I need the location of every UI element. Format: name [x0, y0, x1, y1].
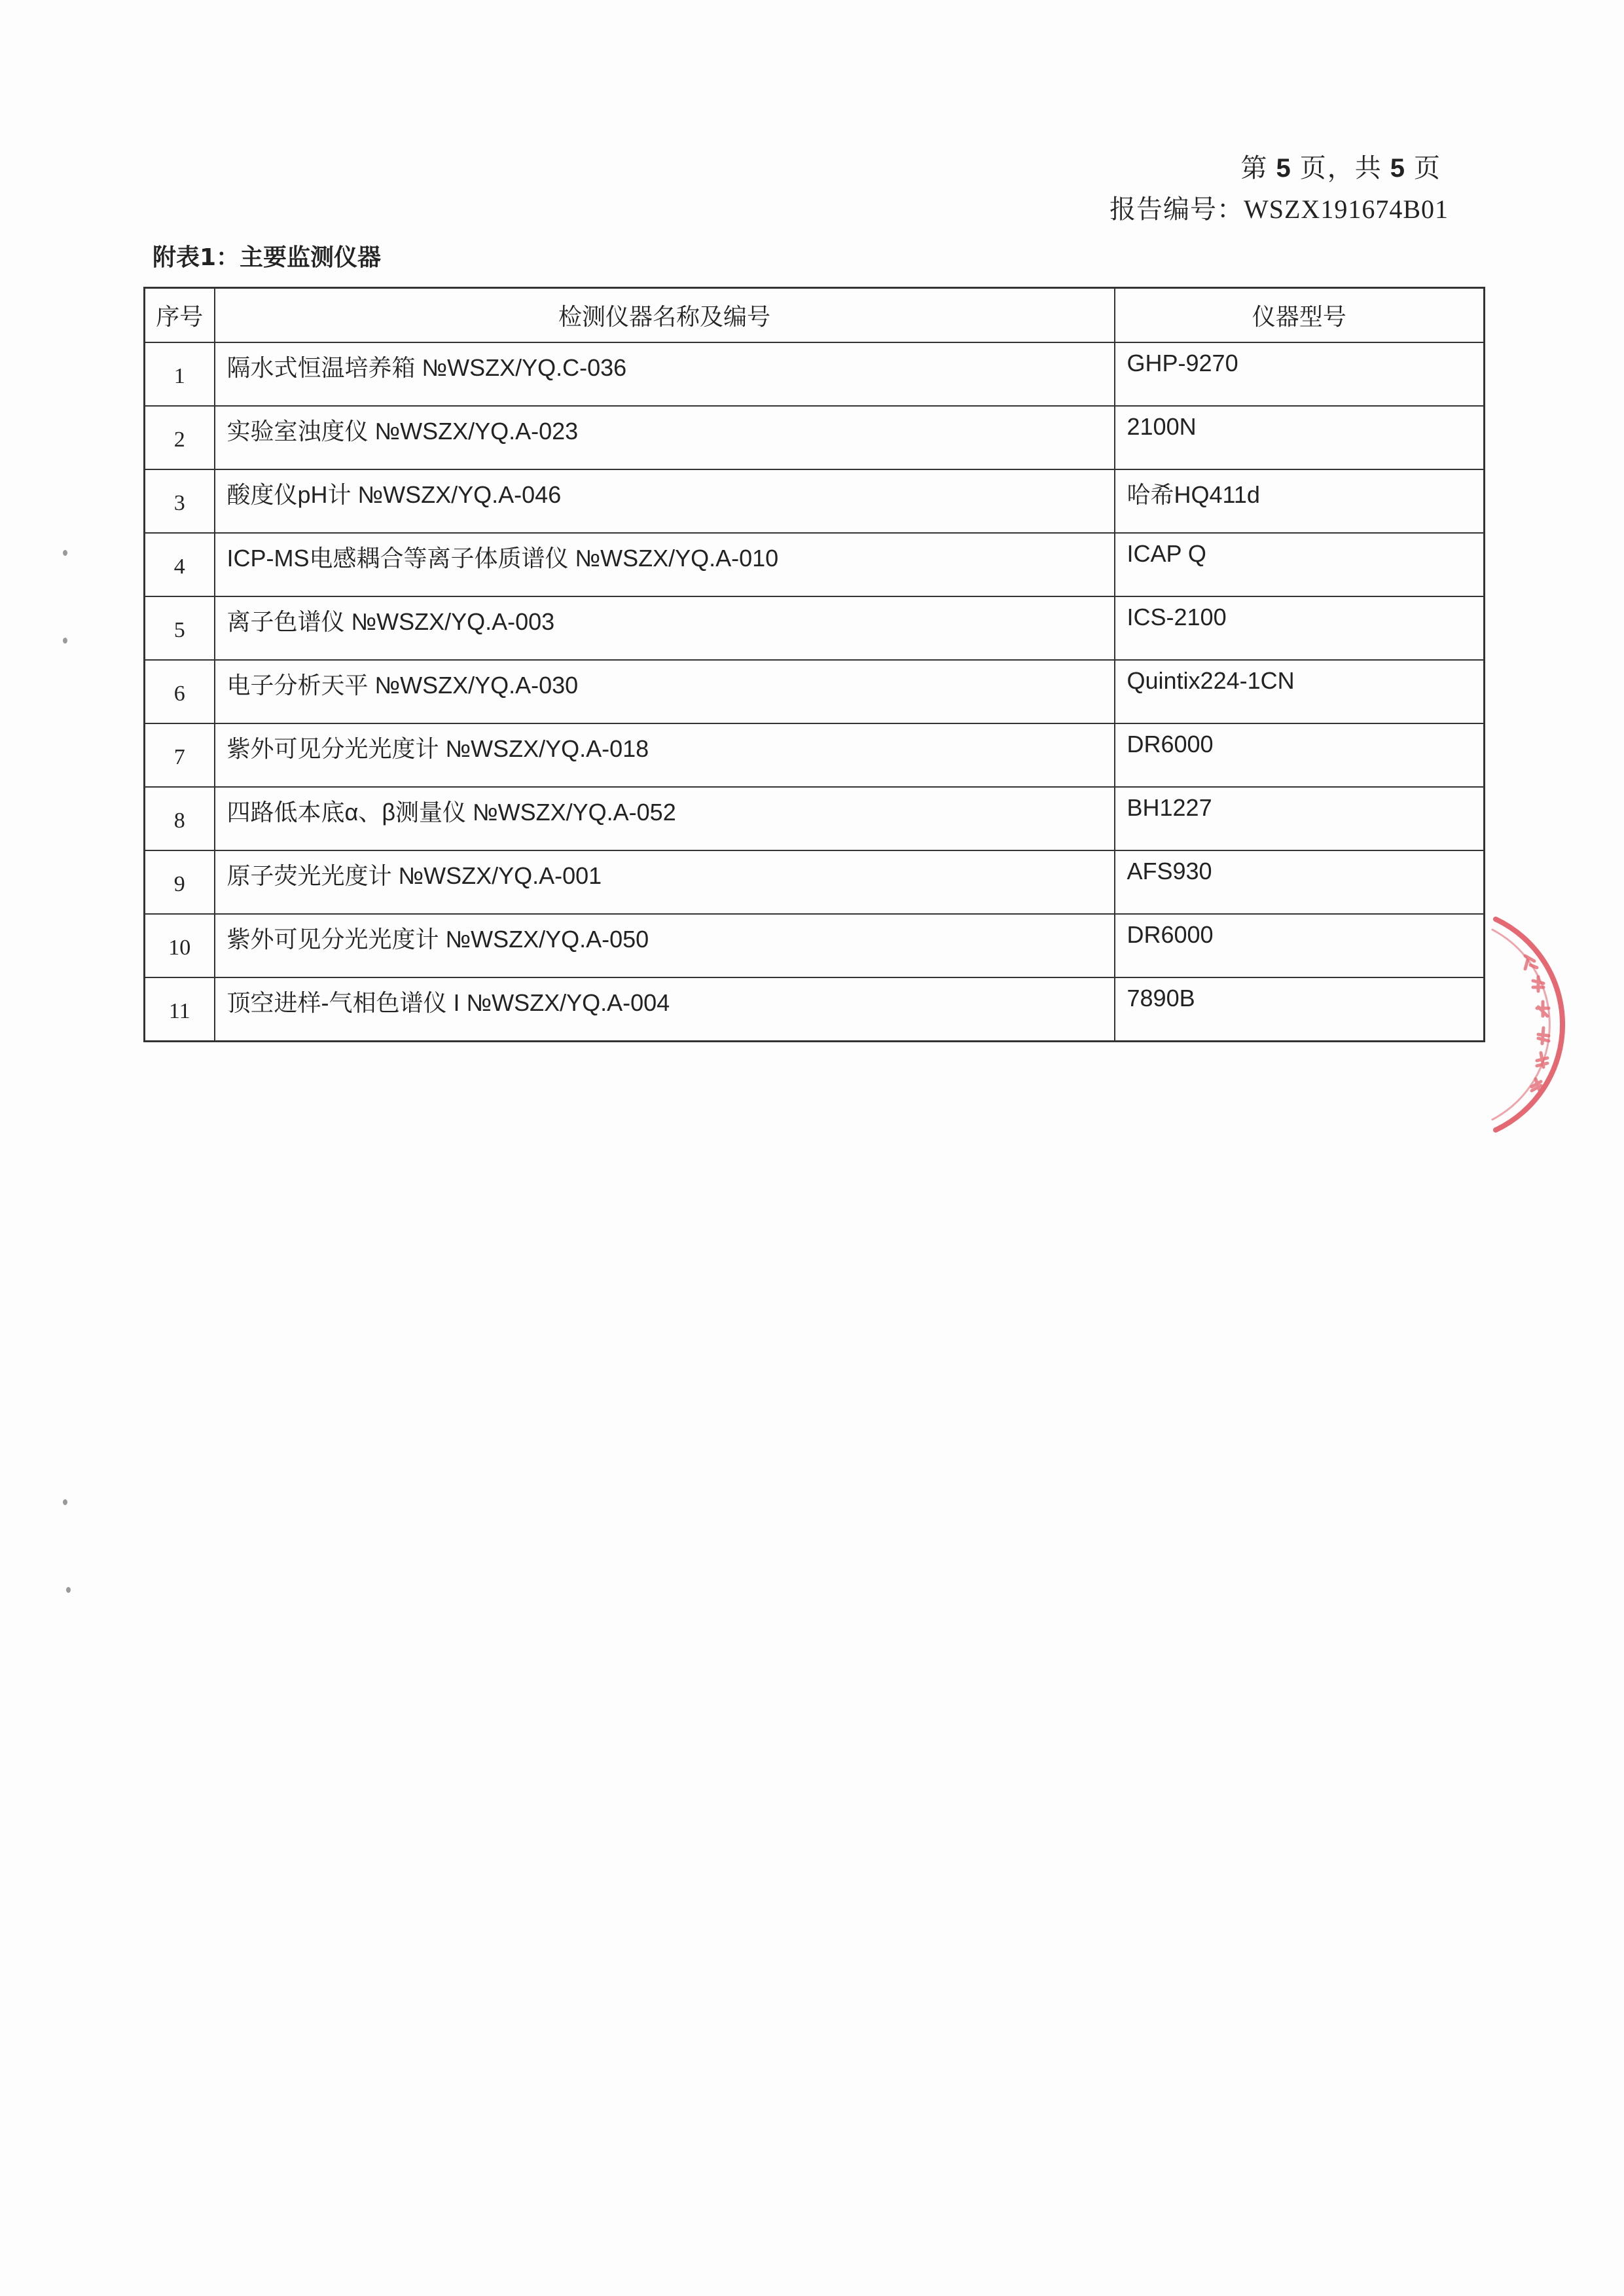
table-row [145, 406, 1485, 469]
instrument-name: 电子分析天平 №WSZX/YQ.A-030 [215, 660, 1115, 723]
row-number: 9 [145, 850, 215, 914]
instrument-model: 7890B [1115, 977, 1485, 1042]
scan-speck [66, 1587, 71, 1593]
table-row [145, 787, 1485, 850]
table-caption: 附表1：主要监测仪器 [153, 244, 382, 271]
instrument-name: 紫外可见分光光度计 №WSZX/YQ.A-018 [215, 723, 1115, 787]
instrument-name: 离子色谱仪 №WSZX/YQ.A-003 [215, 596, 1115, 660]
instrument-name: 实验室浊度仪 №WSZX/YQ.A-023 [215, 406, 1115, 469]
instrument-name: 酸度仪pH计 №WSZX/YQ.A-046 [215, 469, 1115, 533]
instrument-model: BH1227 [1115, 787, 1485, 850]
page-number [1241, 147, 1442, 185]
row-number: 10 [145, 914, 215, 977]
table-row [145, 723, 1485, 787]
row-number: 5 [145, 596, 215, 660]
instrument-model: 哈希HQ411d [1115, 469, 1485, 533]
instrument-name: 四路低本底α、β测量仪 №WSZX/YQ.A-052 [215, 787, 1115, 850]
table-body [145, 342, 1485, 1042]
instrument-model: ICAP Q [1115, 533, 1485, 596]
report-number: 报告编号：WSZX191674B01 [1110, 194, 1449, 224]
table-row [145, 977, 1485, 1042]
row-number: 4 [145, 533, 215, 596]
row-number: 7 [145, 723, 215, 787]
table-row [145, 660, 1485, 723]
row-number: 6 [145, 660, 215, 723]
row-number: 1 [145, 342, 215, 406]
instrument-table [143, 287, 1485, 1042]
table-row [145, 469, 1485, 533]
official-seal [1427, 903, 1584, 1152]
scan-speck [63, 1499, 67, 1505]
row-number: 8 [145, 787, 215, 850]
instrument-model: DR6000 [1115, 914, 1485, 977]
header-name: 检测仪器名称及编号 [215, 288, 1115, 343]
row-number: 3 [145, 469, 215, 533]
instrument-name: 原子荧光光度计 №WSZX/YQ.A-001 [215, 850, 1115, 914]
instrument-model: GHP-9270 [1115, 342, 1485, 406]
total-pages: 5 [1390, 154, 1406, 183]
table-row [145, 850, 1485, 914]
header-model: 仪器型号 [1115, 288, 1485, 343]
instrument-model: DR6000 [1115, 723, 1485, 787]
table-row [145, 596, 1485, 660]
instrument-name: 顶空进样-气相色谱仪 I №WSZX/YQ.A-004 [215, 977, 1115, 1042]
page-number-suffix: 页 [1406, 153, 1441, 183]
row-number: 11 [145, 977, 215, 1042]
page-number-prefix: 第 [1240, 153, 1276, 183]
table-header-row [145, 288, 1485, 343]
instrument-model: AFS930 [1115, 850, 1485, 914]
instrument-name: ICP-MS电感耦合等离子体质谱仪 №WSZX/YQ.A-010 [215, 533, 1115, 596]
instrument-model: ICS-2100 [1115, 596, 1485, 660]
header-no: 序号 [145, 288, 215, 343]
seal-outer-ring [1496, 919, 1562, 1130]
page-number-middle: 页，共 [1291, 153, 1390, 183]
table-row [145, 533, 1485, 596]
instrument-name: 隔水式恒温培养箱 №WSZX/YQ.C-036 [215, 342, 1115, 406]
row-number: 2 [145, 406, 215, 469]
instrument-model: 2100N [1115, 406, 1485, 469]
instrument-model: Quintix224-1CN [1115, 660, 1485, 723]
table-row [145, 342, 1485, 406]
seal-lettering [1525, 956, 1549, 1091]
current-page: 5 [1276, 154, 1292, 183]
table-row [145, 914, 1485, 977]
scan-speck [63, 638, 67, 644]
scan-speck [63, 550, 67, 556]
instrument-name: 紫外可见分光光度计 №WSZX/YQ.A-050 [215, 914, 1115, 977]
